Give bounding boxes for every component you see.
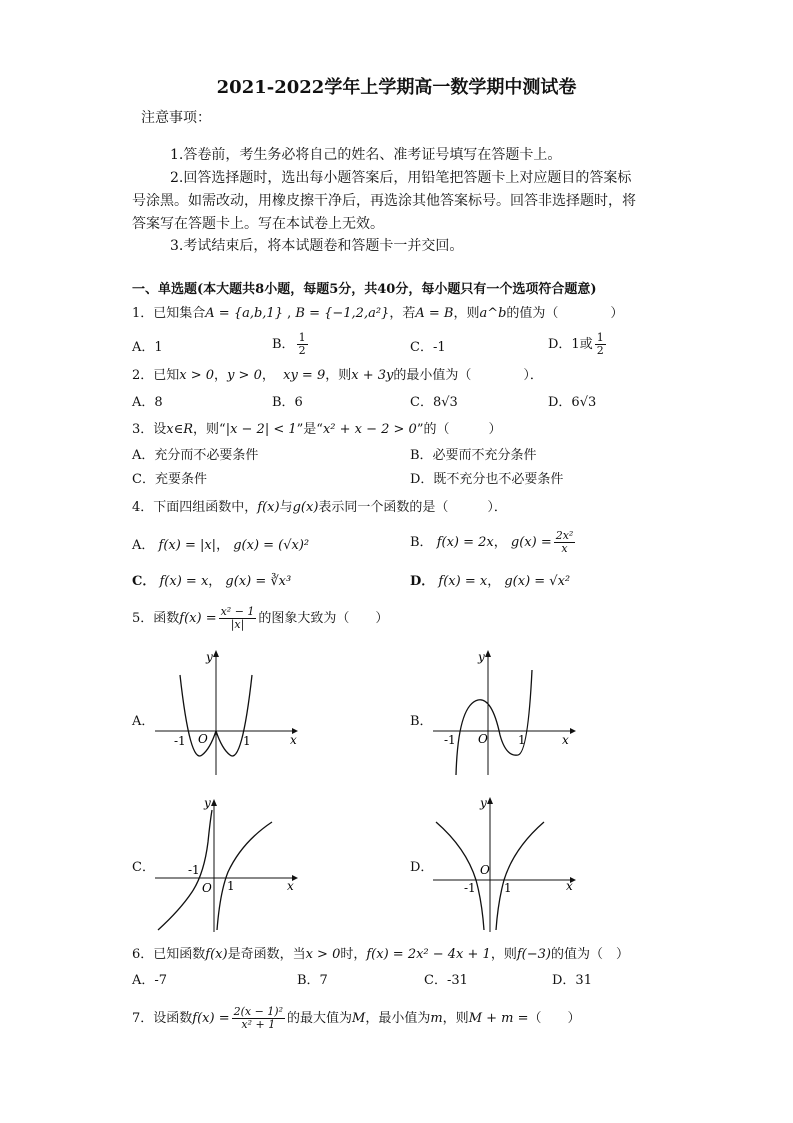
q5-fraction (219, 606, 257, 631)
tick-neg-one: -1 (188, 863, 200, 877)
y-axis-label: y (480, 796, 487, 810)
y-axis-arrow-icon (485, 650, 491, 657)
q3-text: ”是“ (296, 422, 323, 437)
q4-text: 与 (279, 500, 293, 515)
x-axis-label: x (290, 733, 297, 747)
q2-condition-1: x > 0 (179, 368, 215, 383)
notice-item-2-line-3: 答案写在答题卡上。写在本试卷上无效。 (132, 216, 384, 232)
q1-option-d-label: D．1或 (548, 337, 593, 352)
q7-fraction (232, 1006, 285, 1031)
y-axis-arrow-icon (213, 650, 219, 657)
tick-neg-one: -1 (444, 733, 456, 747)
notice-item-2-line-2: 号涂黑。如需改动，用橡皮擦干净后，再选涂其他答案标号。回答非选择题时，将 (132, 193, 636, 209)
q6-f: f(x) (205, 947, 228, 962)
q1-text: ，若 (389, 306, 416, 321)
q5-graph-a[interactable] (150, 645, 300, 780)
x-axis-label: x (562, 733, 569, 747)
curve-left (436, 822, 484, 930)
q1-text: ，则 (453, 306, 480, 321)
q4-option-b-fraction (554, 530, 576, 555)
fraction-denominator: 2 (298, 344, 306, 357)
notice-item-1: 1.答卷前，考生务必将自己的姓名、准考证号填写在答题卡上。 (170, 147, 562, 163)
q3-option-b: B．必要而不充分条件 (410, 448, 537, 463)
tick-neg-one: -1 (174, 734, 186, 748)
q4-option-b-label: B． (410, 535, 433, 550)
q4-option-d-label: D． (410, 574, 435, 589)
q4-option-d-f: f(x) = x (438, 574, 488, 589)
q1-text: 1．已知集合 (132, 306, 206, 321)
q1-option-d-fraction (595, 332, 606, 357)
fraction-numerator: 2x² (555, 529, 574, 542)
q4-option-c-g: g(x) = ∛x³ (225, 574, 292, 589)
q6-option-d: D．31 (552, 973, 592, 988)
q7-min-symbol: m (430, 1011, 443, 1026)
q2-text: 的最小值为（ ）． (393, 368, 543, 383)
q2-condition-2: y > 0 (227, 368, 262, 383)
q6-text: 的值为（ ） (550, 947, 629, 962)
q4-option-d-g: g(x) = √x² (504, 574, 571, 589)
q7-text: 的最大值为 (287, 1011, 353, 1026)
q7-text: ，则 (442, 1011, 469, 1026)
tick-pos-one: 1 (227, 879, 235, 893)
q4-f: f(x) (257, 500, 280, 515)
q1-sep: , (282, 306, 296, 321)
q5-option-d-label: D． (410, 860, 434, 875)
q4-option-a-f: f(x) = |x| (158, 538, 217, 553)
fraction-denominator: 2 (596, 344, 604, 357)
question-7-stem (132, 1006, 581, 1031)
q3-condition-2: x² + x − 2 > 0 (322, 422, 417, 437)
q4-g: g(x) (292, 500, 319, 515)
tick-pos-one: 1 (243, 734, 251, 748)
question-4-stem (132, 498, 507, 518)
x-axis-label: x (287, 879, 294, 893)
q2-text: 2．已知 (132, 368, 180, 383)
q6-definition: f(x) = 2x² − 4x + 1 (366, 947, 491, 962)
tick-pos-one: 1 (518, 733, 526, 747)
x-axis-arrow-icon (570, 728, 576, 734)
q6-expression: f(−3) (516, 947, 551, 962)
q2-option-b: B．6 (272, 395, 303, 410)
q6-option-a: A．-7 (132, 973, 168, 988)
q5-option-c-label: C． (132, 860, 155, 875)
q4-option-d: D． f(x) = x， g(x) = √x² (410, 574, 571, 589)
fraction-numerator: x² − 1 (220, 605, 255, 618)
q4-text: 表示同一个函数的是（ ）． (318, 500, 507, 515)
tick-pos-one: 1 (504, 881, 512, 895)
notice-item-3: 3.考试结束后，将本试题卷和答题卡一并交回。 (170, 238, 464, 254)
question-1-stem (132, 304, 623, 324)
q2-expression: x + 3y (351, 368, 394, 383)
q4-option-a-label: A． (132, 538, 155, 553)
section-heading: 一、单选题(本大题共8小题，每题5分，共40分，每小题只有一个选项符合题意) (132, 282, 597, 297)
y-axis-label: y (206, 650, 213, 664)
q7-text: ，最小值为 (365, 1011, 431, 1026)
notice-item-2-line-1: 2.回答选择题时，选出每小题答案后，用铅笔把答题卡上对应题目的答案标 (170, 170, 632, 186)
q2-option-c: C．8√3 (410, 395, 458, 410)
q6-option-c: C．-31 (424, 973, 468, 988)
q5-f: f(x) = (179, 611, 217, 626)
q3-text: ，则“ (193, 422, 226, 437)
q5-graph-b[interactable] (428, 645, 578, 780)
question-2-stem: 2．已知x > 0，y > 0， xy = 9，则x + 3y的最小值为（ ）． (132, 368, 543, 383)
q2-condition-3: xy = 9 (283, 368, 326, 383)
q4-text: 4．下面四组函数中， (132, 500, 258, 515)
q6-text: 6．已知函数 (132, 947, 206, 962)
q5-text: 5．函数 (132, 611, 180, 626)
fraction-denominator: x² + 1 (241, 1018, 276, 1031)
y-axis-label: y (478, 650, 485, 664)
q3-variable: x∈R (166, 422, 194, 437)
q4-option-b: B． f(x) = 2x， g(x) = $\frac{\text{2x²}}{x}$ (410, 529, 574, 555)
q3-option-c: C．充要条件 (132, 472, 207, 487)
q1-option-b-fraction (297, 332, 308, 357)
q4-option-a: A． f(x) = |x|， g(x) = (√x)² (132, 538, 310, 553)
q4-option-b-g: g(x) = (510, 535, 552, 550)
q3-text: 3．设 (132, 422, 167, 437)
q1-option-d (548, 332, 608, 357)
q1-option-c: C．-1 (410, 340, 446, 355)
q5-graph-c[interactable] (150, 792, 300, 937)
origin-label: O (480, 863, 490, 877)
tick-neg-one: -1 (464, 881, 476, 895)
y-axis-arrow-icon (211, 799, 217, 806)
q4-option-c-f: f(x) = x (159, 574, 209, 589)
q1-set-b: B = {−1,2,a²} (295, 306, 390, 321)
question-6-stem (132, 945, 629, 965)
q1-condition: A = B (415, 306, 454, 321)
q4-option-a-g: g(x) = (√x)² (233, 538, 310, 553)
fraction-denominator: x (561, 542, 568, 555)
q5-graph-d[interactable] (428, 792, 578, 937)
q3-option-a: A．充分而不必要条件 (132, 448, 259, 463)
q7-max-symbol: M (352, 1011, 366, 1026)
q6-text: 时， (340, 947, 367, 962)
question-5-stem (132, 606, 388, 631)
q7-text: 7．设函数 (132, 1011, 193, 1026)
q1-text: 的值为（ ） (506, 306, 624, 321)
q6-option-b: B．7 (297, 973, 328, 988)
q3-text: ”的（ ） (416, 422, 502, 437)
q7-f: f(x) = (192, 1011, 230, 1026)
q6-condition: x > 0 (305, 947, 341, 962)
question-3-stem (132, 420, 501, 440)
q4-option-c: C． f(x) = x， g(x) = ∛x³ (132, 574, 292, 589)
q6-text: 是奇函数，当 (227, 947, 306, 962)
q2-option-d: D．6√3 (548, 395, 597, 410)
q1-set-a: A = {a,b,1} (205, 306, 283, 321)
q5-option-a-label: A． (132, 714, 155, 729)
q5-text: 的图象大致为（ ） (258, 611, 389, 626)
q4-option-b-f: f(x) = 2x (436, 535, 494, 550)
q2-option-a: A．8 (132, 395, 163, 410)
q1-option-b-label: B． (272, 337, 295, 352)
q6-text: ，则 (490, 947, 517, 962)
y-axis-arrow-icon (487, 797, 493, 804)
q4-option-c-label: C． (132, 574, 156, 589)
fraction-denominator: |x| (230, 618, 245, 631)
fraction-numerator: 1 (298, 331, 306, 344)
notice-heading: 注意事项： (141, 110, 211, 126)
fraction-numerator: 2(x − 1)² (233, 1005, 283, 1018)
curve-left (158, 810, 212, 930)
q1-option-a: A．1 (132, 340, 163, 355)
origin-label: O (202, 881, 212, 895)
origin-label: O (198, 732, 208, 746)
q7-expression: M + m = (468, 1011, 529, 1026)
q2-text: ，则 (325, 368, 352, 383)
origin-label: O (478, 732, 488, 746)
curve (456, 670, 532, 775)
x-axis-label: x (566, 879, 573, 893)
q5-option-b-label: B． (410, 714, 433, 729)
curve-right (217, 822, 272, 930)
q1-expression: a^b (479, 306, 507, 321)
q3-condition-1: |x − 2| < 1 (225, 422, 297, 437)
page-title: 2021-2022学年上学期高一数学期中测试卷 (216, 77, 577, 98)
q7-text: （ ） (528, 1011, 581, 1026)
curve-right (496, 822, 544, 930)
q1-option-b (272, 332, 310, 357)
fraction-numerator: 1 (596, 331, 604, 344)
y-axis-label: y (204, 796, 211, 810)
q3-option-d: D．既不充分也不必要条件 (410, 472, 564, 487)
